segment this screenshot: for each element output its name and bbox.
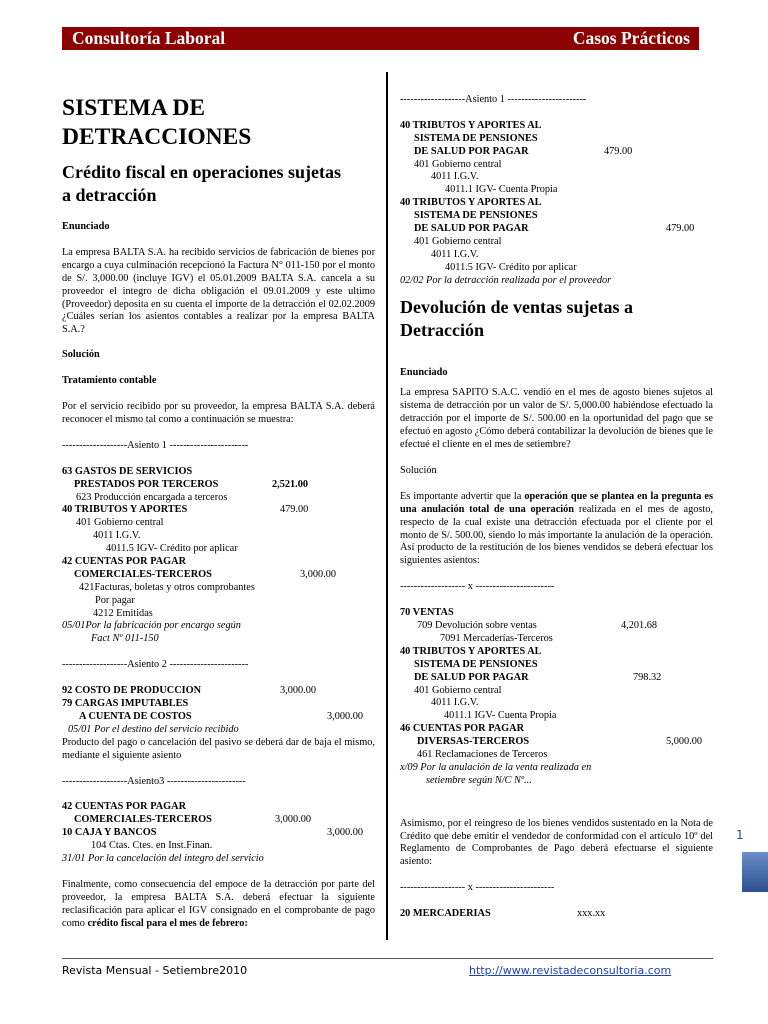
account-line: 461 Reclamaciones de Terceros [417, 748, 548, 760]
amount: xxx.xx [577, 908, 606, 920]
amount: 798.32 [633, 671, 662, 683]
account-line: COMERCIALES-TERCEROS 3,000.00 [74, 568, 337, 580]
gloss-line: 02/02 Por la detracción realizada por el proveedor [400, 274, 612, 286]
account-line: 401 Gobierno central [76, 517, 164, 529]
account-line: 401 Gobierno central [414, 158, 502, 170]
enunciado-label: Enunciado [400, 367, 448, 379]
solucion-label: Solución [400, 464, 437, 476]
pago-text: Producto del pago o cancelación del pasivo se deberá dar de baja el mismo, mediante el siguiente asiento [62, 736, 375, 761]
account-line: SISTEMA DE PENSIONES [414, 132, 538, 144]
solucion-text: Es importante advertir que la operación que se plantea en la pregunta es una anulación total de una operación realizada en el mes de agosto, respecto de la cual existe una detracción efectuada por el cliente por el monto de S/. 500.00, siendo lo más importante la anulación de la operación. Así producto de la restitución de los bienes vendidos se deberá efectuar los siguientes asientos: [400, 490, 714, 567]
account-line: SISTEMA DE PENSIONES [414, 658, 538, 670]
account-line: 4212 Emitidas [93, 607, 153, 619]
asiento-2-separator: -------------------Asiento 2 ----------------------- [62, 659, 249, 671]
account-line: DE SALUD POR PAGAR 479.00 [414, 223, 695, 235]
account-line: 79 CARGAS IMPUTABLES [62, 698, 189, 710]
gloss-line: 05/01Por la fabricación por encargo según [62, 620, 241, 632]
journal-entry-2 [62, 685, 375, 737]
account-line: DE SALUD POR PAGAR 798.32 [414, 671, 662, 683]
account-line: 10 CAJA Y BANCOS 3,000.00 [62, 827, 364, 839]
account-line: 104 Ctas. Ctes. en Inst.Finan. [91, 840, 213, 852]
asiento-1-separator: -------------------Asiento 1 ----------------------- [62, 439, 249, 451]
account-line: A CUENTA DE COSTOS 3,000.00 [79, 710, 364, 722]
tratamiento-label: Tratamiento contable [62, 375, 157, 387]
account-line: 20 MERCADERIAS [400, 908, 491, 920]
asimismo-text: Asimismo, por el reingreso de los bienes vendidos sustentado en la Nota de Crédito que debe emitir el vendedor de conformidad con el artículo 10º del Reglamento de Comprobantes de Pago deberá efectuarse el siguiente asiento: [400, 817, 713, 868]
page-number: 1 [736, 828, 744, 842]
amount: 5,000.00 [666, 736, 703, 748]
account-line: 4011 I.G.V. [431, 171, 479, 183]
asiento-3-separator: -------------------Asiento3 ----------------------- [62, 775, 246, 787]
article-title: SISTEMA DE DETRACCIONES [62, 95, 252, 150]
account-line: 4011.1 IGV- Cuenta Propia [444, 710, 557, 722]
final-text: Finalmente, como consecuencia del empoce de la detracción por parte del proveedor, la empresa BALTA S.A. deberá efectuar la siguiente reclasificación para aplicar el IGV consignado en el comprobante de pago como crédito fiscal para el mes de febrero: [62, 878, 375, 929]
account-line: SISTEMA DE PENSIONES [414, 210, 538, 222]
account-line: DE SALUD POR PAGAR 479.00 [414, 145, 633, 157]
account-line: 70 VENTAS [400, 607, 454, 619]
amount: 479.00 [280, 504, 309, 516]
journal-entry-6 [400, 908, 713, 921]
footer-publication: Revista Mensual - Setiembre2010 [62, 964, 248, 977]
enunciado-label: Enunciado [62, 221, 110, 232]
journal-entry-3 [62, 801, 375, 865]
gloss-line: 05/01 Por el destino del servicio recibido [68, 723, 239, 735]
account-line: 4011 I.G.V. [93, 530, 141, 542]
asiento-1-separator: -------------------Asiento 1 ----------------------- [400, 94, 587, 105]
account-line: 42 CUENTAS POR PAGAR [62, 801, 187, 813]
section-category: Casos Prácticos [572, 28, 690, 48]
account-line: 63 GASTOS DE SERVICIOS [62, 465, 193, 477]
solucion-label: Solución [62, 349, 100, 361]
gloss-line: setiembre según N/C Nº... [426, 774, 532, 786]
x-separator: ------------------- x ----------------------- [400, 882, 555, 894]
amount: 479.00 [666, 223, 695, 235]
account-line: 4011.5 IGV- Crédito por aplicar [445, 261, 577, 273]
account-line: 4011.1 IGV- Cuenta Propia [445, 184, 558, 196]
account-line: 709 Devolución sobre ventas 4,201.68 [417, 620, 658, 632]
footer-rule [62, 958, 713, 959]
account-line: 46 CUENTAS POR PAGAR [400, 723, 525, 735]
account-line: 401 Gobierno central [414, 684, 502, 696]
account-line: 40 TRIBUTOS Y APORTES AL [400, 119, 542, 131]
journal-entry-4 [400, 120, 713, 288]
account-line: Por pagar [95, 594, 135, 606]
account-line: PRESTADOS POR TERCEROS 2,521.00 [74, 478, 309, 490]
article-subtitle: Crédito fiscal en operaciones sujetas a detracción [62, 162, 341, 205]
tratamiento-text: Por el servicio recibido por su proveedor, la empresa BALTA S.A. deberá reconocer el mismo tal como a continuación se muestra: [62, 401, 375, 425]
journal-entry-5 [400, 607, 713, 787]
section-heading: Devolución de ventas sujetas a Detracción [400, 297, 633, 341]
account-line: DIVERSAS-TERCEROS 5,000.00 [417, 736, 703, 748]
account-line: 7091 Mercaderías-Terceros [440, 632, 553, 644]
account-line: 401 Gobierno central [414, 235, 502, 247]
amount: 3,000.00 [327, 710, 364, 722]
amount: 2,521.00 [272, 478, 309, 490]
account-line: 40 TRIBUTOS Y APORTES AL [400, 645, 542, 657]
amount: 3,000.00 [327, 827, 364, 839]
page-tab-decoration [742, 852, 768, 892]
account-line: 40 TRIBUTOS Y APORTES 479.00 [62, 504, 309, 516]
header-band [62, 27, 699, 50]
gloss-line: Fact Nº 011-150 [91, 633, 159, 645]
enunciado-text: La empresa SAPITO S.A.C. vendió en el mes de agosto bienes sujetos al sistema de detracción por un valor de S/. 5,000.00 habiéndose efectuado la detracción por el importe de S/. 500.00 en la oportunidad del pago que se efectuó en agosto ¿Cómo deberá contabilizar la devolución de bienes que le efectué el cliente en el mes de setiembre? [400, 387, 713, 451]
amount: 479.00 [604, 145, 633, 157]
journal-entry-1 [62, 466, 375, 646]
account-line: 4011 I.G.V. [431, 248, 479, 260]
footer-website-link[interactable]: http://www.revistadeconsultoria.com [469, 964, 672, 977]
x-separator: ------------------- x ----------------------- [400, 581, 555, 593]
amount: 3,000.00 [280, 685, 317, 697]
left-column [62, 94, 375, 931]
amount: 3,000.00 [275, 814, 312, 826]
account-line: 42 CUENTAS POR PAGAR [62, 556, 187, 568]
gloss-line: x/09 Por la anulación de la venta realizada en [400, 761, 592, 773]
account-line: 40 TRIBUTOS Y APORTES AL [400, 197, 542, 209]
account-line: 92 COSTO DE PRODUCCION 3,000.00 [62, 685, 317, 697]
right-column [400, 94, 713, 921]
account-line: 623 Producción encargada a terceros [76, 491, 228, 503]
account-line: COMERCIALES-TERCEROS 3,000.00 [74, 814, 312, 826]
amount: 4,201.68 [621, 620, 658, 632]
amount: 3,000.00 [300, 568, 337, 580]
column-divider [386, 72, 388, 940]
account-line: 4011.5 IGV- Crédito por aplicar [106, 543, 238, 555]
enunciado-text: La empresa BALTA S.A. ha recibido servicios de fabricación de bienes por encargo a cuya culminación recepcionó la Factura N° 011-150 por el monto de S/. 3,000.00 (incluye IGV) el 05.01.2009 BALTA S.A. cancela a su proveedor el integro de dicha obligación el 09.01.2009 y este ultimo (Proveedor) deposita en su cuenta el importe de la detracción el 02.02.2009 ¿Cuáles serian los asientos contables a realizar por la empresa BALTA S.A.? [62, 246, 375, 336]
gloss-line: 31/01 Por la cancelación del integro del servicio [62, 853, 264, 864]
section-title: Consultoría Laboral [72, 28, 226, 48]
account-line: 421Facturas, boletas y otros comprobantes [79, 581, 255, 593]
account-line: 4011 I.G.V. [431, 697, 479, 709]
